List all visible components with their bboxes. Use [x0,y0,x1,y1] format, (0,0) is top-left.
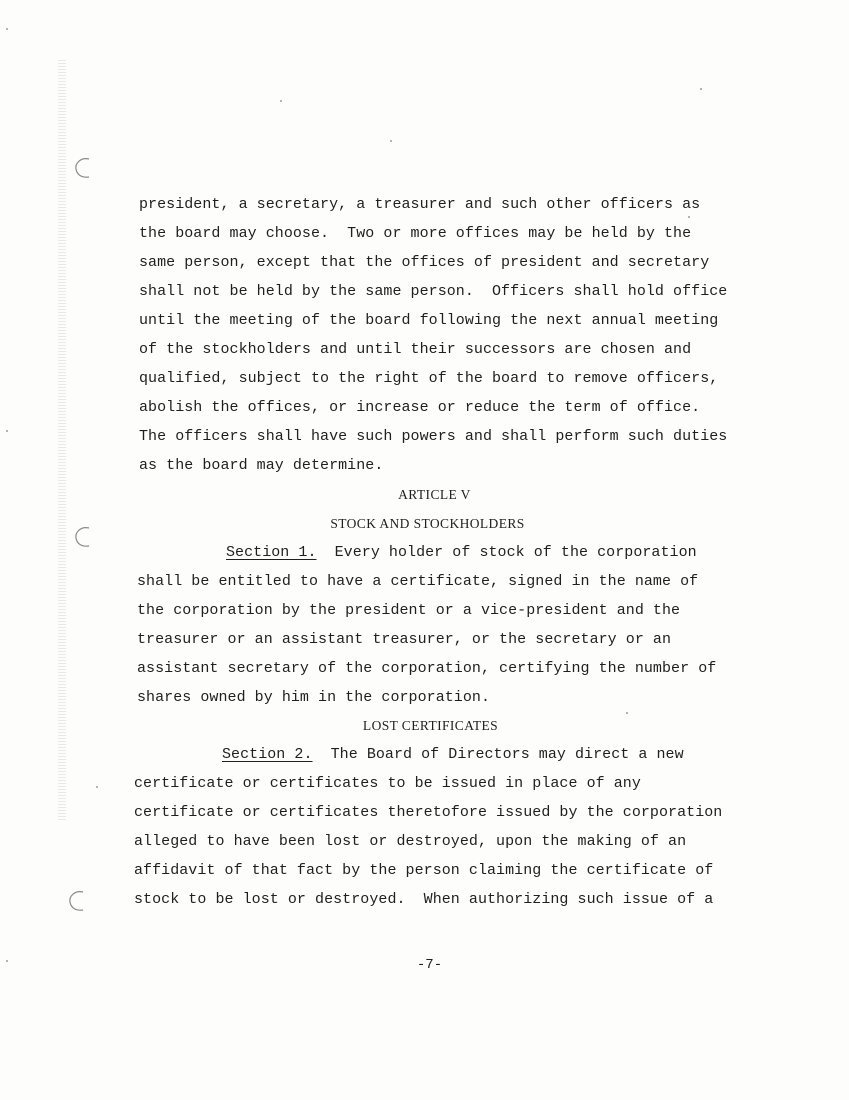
scan-speck [390,140,392,142]
paragraph-line: affidavit of that fact by the person claiming the certificate of [134,862,714,879]
section-2-label: Section 2. [222,746,313,763]
paragraph-line: same person, except that the offices of president and secretary [139,254,710,271]
page-number: -7- [416,957,443,973]
scan-speck [700,88,702,90]
paragraph-line: assistant secretary of the corporation, certifying the number of [137,660,717,677]
paragraph-line: qualified, subject to the right of the board to remove officers, [139,370,719,387]
paragraph-line: the corporation by the president or a vice-president and the [137,602,681,619]
section-2-first-line-text: The Board of Directors may direct a new [312,746,684,763]
paragraph-line: until the meeting of the board following the next annual meeting [139,312,719,329]
scan-edge-artifact [58,60,66,820]
article-subheading: STOCK AND STOCKHOLDERS [330,516,525,531]
paragraph-line: treasurer or an assistant treasurer, or the secretary or an [137,631,672,648]
section-2-first-line [222,746,684,764]
paragraph-line: shall not be held by the same person. Officers shall hold office [139,283,728,300]
section-1-first-line-text: Every holder of stock of the corporation [316,544,697,561]
scan-speck [688,216,690,218]
paragraph-line: shall be entitled to have a certificate, signed in the name of [137,573,699,590]
paragraph-line: certificate or certificates theretofore issued by the corporation [134,804,723,821]
paragraph-line: certificate or certificates to be issued in place of any [134,775,641,792]
punch-hole-icon [72,155,94,181]
paragraph-line: as the board may determine. [139,457,384,474]
scan-speck [6,430,8,432]
paragraph-line: the board may choose. Two or more offices may be held by the [139,225,692,242]
article-heading: ARTICLE V [398,487,471,502]
scan-speck [280,100,282,102]
lost-certificates-heading: LOST CERTIFICATES [362,718,499,733]
paragraph-line: shares owned by him in the corporation. [137,689,491,706]
scan-speck [626,712,628,714]
paragraph-line: abolish the offices, or increase or reduce the term of office. [139,399,701,416]
paragraph-line: The officers shall have such powers and shall perform such duties [139,428,728,445]
section-1-label: Section 1. [226,544,317,561]
scan-speck [96,786,98,788]
paragraph-line: stock to be lost or destroyed. When authorizing such issue of a [134,891,714,908]
scan-speck [6,28,8,30]
paragraph-line: president, a secretary, a treasurer and such other officers as [139,196,701,213]
punch-hole-icon [66,888,88,914]
paragraph-line: alleged to have been lost or destroyed, upon the making of an [134,833,687,850]
paragraph-line: of the stockholders and until their successors are chosen and [139,341,692,358]
section-1-first-line [226,544,697,562]
